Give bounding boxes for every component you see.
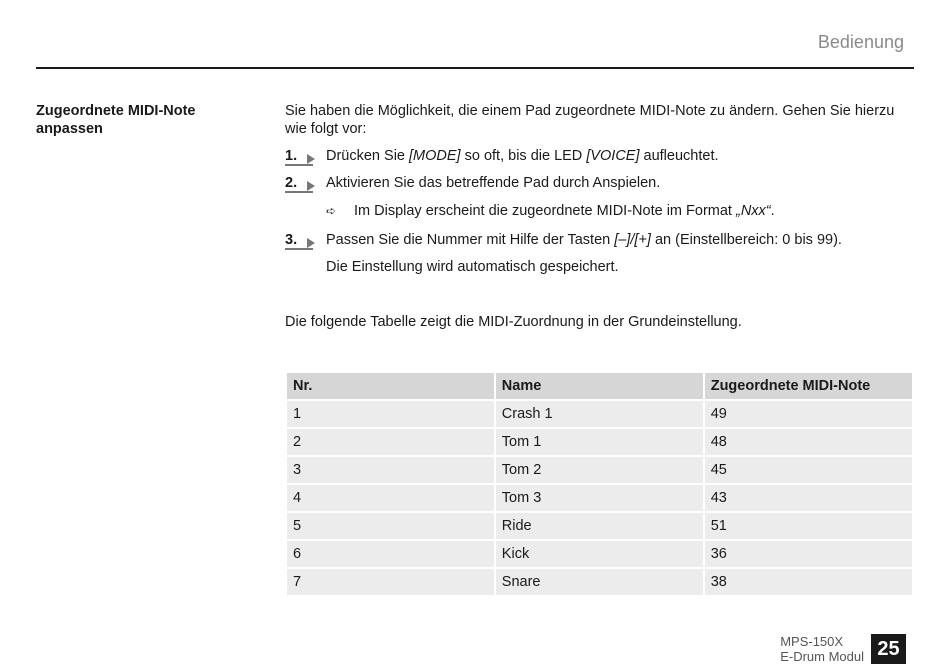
cell-name: Tom 1 [496,429,703,455]
cell-name: Tom 2 [496,457,703,483]
step-arrow-icon [285,191,313,193]
cell-name: Ride [496,513,703,539]
table-row [287,485,912,511]
cell-name: Crash 1 [496,401,703,427]
table-header-row [287,373,912,399]
step-arrow-icon [285,248,313,250]
cell-midi-note: 36 [705,541,912,567]
cell-nr: 3 [287,457,494,483]
step-text: Aktivieren Sie das betreffende Pad durch Anspielen. [326,175,661,191]
cell-nr: 1 [287,401,494,427]
cell-midi-note: 38 [705,569,912,595]
column-header-midi-note: Zugeordnete MIDI-Note [705,373,912,399]
intro-line2: wie folgt vor: [285,121,367,137]
table-row [287,401,912,427]
column-header-nr: Nr. [287,373,494,399]
cell-nr: 5 [287,513,494,539]
cell-nr: 7 [287,569,494,595]
side-heading [36,102,256,138]
cell-midi-note: 48 [705,429,912,455]
step-result: ➪ Im Display erscheint die zugeordnete MIDI-Note im Format „Nxx“. [326,203,775,219]
step-number: 1. [285,147,313,165]
cell-nr: 6 [287,541,494,567]
step-number: 2. [285,174,313,192]
step-note: Die Einstellung wird automatisch gespeichert. [326,259,619,275]
cell-name: Kick [496,541,703,567]
result-arrow-icon: ➪ [326,204,337,218]
footer-model [780,634,864,664]
footer-model-name: MPS-150X [780,634,844,649]
step-text: Passen Sie die Nummer mit Hilfe der Tasten [–]/[+] an (Einstellbereich: 0 bis 99). [326,232,842,248]
cell-name: Snare [496,569,703,595]
table-row [287,429,912,455]
step-number: 3. [285,231,313,249]
cell-nr: 2 [287,429,494,455]
section-title: Bedienung [817,32,904,52]
table-row [287,513,912,539]
step-arrow-icon [285,164,313,166]
side-heading-line2: anpassen [36,121,103,137]
page-number: 25 [871,634,906,664]
table-row [287,569,912,595]
midi-table [285,371,914,597]
cell-midi-note: 49 [705,401,912,427]
table-row [287,541,912,567]
footer-product-name: E-Drum Modul [780,649,864,664]
intro-line1: Sie haben die Möglichkeit, die einem Pad zugeordnete MIDI-Note zu ändern. Gehen Sie hierzu [285,103,895,119]
cell-name: Tom 3 [496,485,703,511]
cell-midi-note: 51 [705,513,912,539]
column-header-name: Name [496,373,703,399]
cell-midi-note: 45 [705,457,912,483]
step-text: Drücken Sie [MODE] so oft, bis die LED [VOICE] aufleuchtet. [326,148,719,164]
table-intro: Die folgende Tabelle zeigt die MIDI-Zuordnung in der Grundeinstellung. [285,314,742,330]
cell-nr: 4 [287,485,494,511]
cell-midi-note: 43 [705,485,912,511]
header-divider [36,67,914,69]
side-heading-line1: Zugeordnete MIDI-Note [36,103,196,119]
table-row [287,457,912,483]
